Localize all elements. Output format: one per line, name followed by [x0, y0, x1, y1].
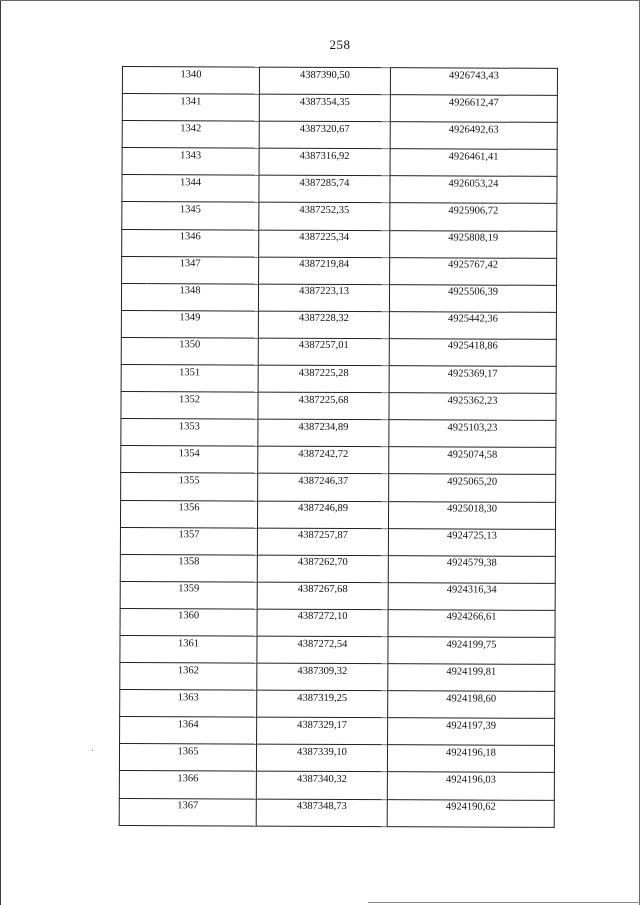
y-coordinate-cell	[387, 745, 554, 773]
y-coordinate-text: 4925418,86	[447, 340, 498, 353]
point-number-text: 1346	[179, 231, 201, 243]
y-coordinate-text: 4925442,36	[447, 313, 498, 326]
y-coordinate-text: 4926612,47	[448, 97, 499, 109]
x-coordinate-cell	[257, 528, 388, 556]
y-coordinate-text: 4925074,58	[447, 449, 498, 461]
y-coordinate-cell	[388, 528, 555, 556]
point-number-cell	[119, 771, 256, 799]
point-number-cell	[122, 148, 259, 176]
x-coordinate-cell	[256, 744, 387, 772]
y-coordinate-cell	[389, 393, 556, 421]
point-number-cell	[121, 283, 258, 311]
point-number-cell	[122, 121, 259, 149]
point-number-cell	[120, 690, 257, 718]
point-number-text: 1359	[178, 583, 200, 595]
point-number-text: 1367	[177, 800, 199, 812]
point-number-cell	[121, 310, 258, 338]
point-number-cell	[120, 554, 257, 582]
y-coordinate-cell	[389, 339, 556, 367]
point-number-text: 1363	[177, 691, 199, 704]
x-coordinate-cell	[257, 717, 388, 745]
y-coordinate-cell	[390, 95, 557, 123]
table-row	[122, 256, 557, 285]
table-row	[119, 744, 554, 773]
y-coordinate-text: 4924197,39	[446, 720, 497, 732]
y-coordinate-cell	[390, 122, 557, 150]
page-left-edge	[0, 0, 1, 905]
y-coordinate-cell	[388, 582, 555, 610]
x-coordinate-text: 4387242,72	[298, 448, 349, 460]
point-number-text: 1356	[178, 502, 200, 514]
x-coordinate-text: 4387319,25	[297, 692, 348, 704]
y-coordinate-cell	[389, 284, 556, 312]
y-coordinate-cell	[388, 691, 555, 719]
x-coordinate-cell	[258, 392, 389, 420]
point-number-text: 1343	[180, 150, 202, 162]
point-number-text: 1364	[177, 719, 199, 731]
page-number: 258	[329, 37, 351, 52]
x-coordinate-text: 4387257,87	[297, 529, 348, 542]
point-number-text: 1348	[179, 285, 201, 297]
point-number-cell	[121, 365, 258, 393]
point-number-cell	[122, 202, 259, 230]
x-coordinate-text: 4387348,73	[296, 800, 347, 813]
point-number-text: 1340	[180, 68, 202, 80]
y-coordinate-cell	[390, 176, 557, 204]
point-number-text: 1358	[178, 556, 200, 568]
y-coordinate-cell	[389, 312, 556, 340]
table-row	[122, 148, 557, 177]
x-coordinate-cell	[256, 772, 387, 800]
table-row	[120, 690, 555, 719]
point-number-text: 1350	[179, 339, 201, 351]
point-number-cell	[121, 446, 258, 474]
x-coordinate-text: 4387223,13	[299, 286, 349, 298]
x-coordinate-cell	[258, 474, 389, 502]
point-number-cell	[121, 392, 258, 420]
y-coordinate-text: 4925065,20	[447, 476, 498, 488]
table-row	[122, 175, 557, 204]
point-number-cell	[120, 500, 257, 528]
point-number-text: 1352	[179, 393, 201, 406]
y-coordinate-cell	[389, 474, 556, 502]
table-row	[122, 202, 557, 231]
table-row	[121, 419, 556, 448]
y-coordinate-text: 4926461,41	[448, 151, 499, 163]
x-coordinate-text: 4387246,89	[298, 502, 349, 515]
point-number-text: 1355	[178, 475, 200, 487]
x-coordinate-cell	[258, 284, 389, 312]
point-number-text: 1366	[177, 773, 199, 785]
x-coordinate-cell	[259, 94, 390, 122]
x-coordinate-cell	[257, 582, 388, 610]
x-coordinate-cell	[259, 67, 390, 95]
y-coordinate-cell	[390, 68, 557, 96]
point-number-text: 1361	[177, 637, 200, 649]
table-row	[121, 310, 556, 339]
point-number-text: 1349	[179, 312, 201, 324]
point-number-cell	[121, 337, 258, 365]
x-coordinate-text: 4387390,50	[300, 69, 350, 81]
y-coordinate-text: 4926053,24	[448, 178, 499, 190]
point-number-text: 1360	[178, 610, 200, 622]
page-top-edge	[0, 0, 640, 1]
x-coordinate-cell	[259, 148, 390, 176]
table-row	[119, 771, 554, 800]
y-coordinate-cell	[390, 257, 557, 285]
point-number-text: 1351	[179, 366, 201, 378]
y-coordinate-cell	[388, 637, 555, 665]
x-coordinate-cell	[257, 663, 388, 691]
table-row	[120, 554, 555, 583]
y-coordinate-cell	[388, 664, 555, 692]
x-coordinate-text: 4387339,10	[297, 746, 347, 758]
y-coordinate-text: 4924196,03	[445, 774, 496, 786]
point-number-text: 1342	[180, 122, 202, 135]
y-coordinate-text: 4925103,23	[447, 422, 498, 434]
x-coordinate-cell	[256, 799, 387, 827]
x-coordinate-cell	[257, 636, 388, 664]
coordinates-table-body	[119, 67, 557, 828]
point-number-text: 1345	[179, 204, 201, 216]
scan-speck	[146, 283, 147, 284]
y-coordinate-text: 4924725,13	[446, 530, 497, 542]
x-coordinate-cell	[259, 121, 390, 149]
point-number-cell	[122, 94, 259, 122]
x-coordinate-text: 4387309,32	[297, 665, 348, 677]
table-row	[119, 798, 554, 827]
x-coordinate-text: 4387252,35	[299, 204, 350, 217]
x-coordinate-text: 4387285,74	[299, 177, 350, 189]
table-row	[122, 229, 557, 258]
x-coordinate-cell	[257, 501, 388, 529]
point-number-cell	[120, 635, 257, 663]
y-coordinate-cell	[388, 501, 555, 529]
x-coordinate-text: 4387225,68	[298, 394, 349, 406]
x-coordinate-cell	[259, 257, 390, 285]
x-coordinate-cell	[259, 230, 390, 258]
x-coordinate-text: 4387228,32	[298, 313, 349, 325]
y-coordinate-text: 4924199,75	[446, 638, 497, 651]
x-coordinate-text: 4387272,54	[297, 638, 348, 650]
y-coordinate-text: 4925767,42	[448, 259, 499, 271]
point-number-cell	[120, 608, 257, 636]
table-row	[120, 527, 555, 556]
page-bottom-edge	[368, 902, 640, 903]
y-coordinate-cell	[387, 799, 554, 827]
scan-speck	[92, 750, 93, 751]
x-coordinate-cell	[258, 419, 389, 447]
y-coordinate-cell	[387, 772, 554, 800]
x-coordinate-cell	[258, 338, 389, 366]
x-coordinate-cell	[257, 555, 388, 583]
point-number-cell	[119, 744, 256, 772]
point-number-cell	[120, 717, 257, 745]
coordinates-table	[119, 66, 558, 828]
y-coordinate-text: 4926492,63	[448, 124, 499, 136]
y-coordinate-text: 4924198,60	[446, 693, 497, 705]
x-coordinate-cell	[259, 203, 390, 231]
y-coordinate-text: 4925369,17	[447, 368, 498, 380]
x-coordinate-text: 4387267,68	[297, 584, 348, 596]
y-coordinate-cell	[389, 366, 556, 394]
table-row	[121, 365, 556, 394]
table-row	[122, 67, 557, 96]
table-row	[122, 121, 557, 150]
y-coordinate-text: 4925362,23	[447, 395, 498, 407]
point-number-cell	[120, 663, 257, 691]
x-coordinate-cell	[257, 690, 388, 718]
y-coordinate-text: 4924199,81	[446, 666, 497, 678]
y-coordinate-text: 4924196,18	[446, 747, 496, 759]
table-row	[120, 663, 555, 692]
point-number-cell	[121, 473, 258, 501]
point-number-text: 1365	[177, 746, 199, 758]
x-coordinate-text: 4387316,92	[299, 150, 350, 162]
table-row	[121, 473, 556, 502]
table-row	[120, 717, 555, 746]
table-row	[120, 581, 555, 610]
point-number-cell	[122, 256, 259, 284]
y-coordinate-cell	[389, 447, 556, 475]
table-row	[121, 446, 556, 475]
x-coordinate-text: 4387257,01	[298, 340, 349, 352]
x-coordinate-text: 4387320,67	[299, 123, 350, 135]
x-coordinate-cell	[258, 365, 389, 393]
x-coordinate-text: 4387246,37	[298, 475, 349, 487]
y-coordinate-text: 4925018,30	[447, 503, 498, 515]
x-coordinate-text: 4387272,10	[297, 611, 348, 623]
point-number-text: 1344	[179, 177, 202, 189]
point-number-text: 1357	[178, 529, 200, 541]
y-coordinate-text: 4925906,72	[448, 205, 499, 217]
y-coordinate-cell	[390, 149, 557, 177]
y-coordinate-cell	[390, 203, 557, 231]
table-row	[122, 94, 557, 123]
table-row	[121, 283, 556, 312]
y-coordinate-text: 4925506,39	[448, 286, 498, 298]
point-number-cell	[120, 527, 257, 555]
table-row	[120, 635, 555, 664]
table-row	[120, 608, 555, 637]
point-number-cell	[122, 175, 259, 203]
x-coordinate-text: 4387225,34	[299, 231, 350, 244]
x-coordinate-text: 4387219,84	[299, 258, 350, 271]
point-number-text: 1353	[178, 421, 200, 433]
x-coordinate-text: 4387234,89	[298, 421, 349, 433]
point-number-cell	[120, 581, 257, 609]
point-number-cell	[119, 798, 256, 826]
y-coordinate-cell	[388, 555, 555, 583]
y-coordinate-text: 4924579,38	[446, 557, 497, 569]
point-number-text: 1354	[178, 448, 200, 460]
x-coordinate-cell	[258, 446, 389, 474]
table-row	[121, 392, 556, 421]
y-coordinate-text: 4925808,19	[448, 232, 499, 244]
x-coordinate-cell	[259, 175, 390, 203]
y-coordinate-text: 4926743,43	[449, 69, 499, 82]
point-number-cell	[121, 419, 258, 447]
y-coordinate-cell	[390, 230, 557, 258]
point-number-text: 1362	[177, 664, 199, 676]
y-coordinate-cell	[389, 420, 556, 448]
table-row	[120, 500, 555, 529]
x-coordinate-cell	[258, 311, 389, 339]
y-coordinate-cell	[388, 610, 555, 638]
y-coordinate-cell	[388, 718, 555, 746]
point-number-cell	[122, 229, 259, 257]
y-coordinate-text: 4924190,62	[445, 801, 496, 813]
x-coordinate-text: 4387262,70	[297, 557, 348, 569]
x-coordinate-text: 4387340,32	[296, 773, 347, 785]
y-coordinate-text: 4924316,34	[446, 584, 497, 596]
point-number-cell	[122, 67, 259, 95]
x-coordinate-text: 4387354,35	[299, 96, 350, 108]
table-row	[121, 337, 556, 366]
x-coordinate-text: 4387329,17	[297, 719, 348, 731]
point-number-text: 1347	[179, 258, 201, 270]
point-number-text: 1341	[180, 95, 202, 107]
x-coordinate-text: 4387225,28	[298, 367, 349, 379]
y-coordinate-text: 4924266,61	[446, 611, 497, 624]
x-coordinate-cell	[257, 609, 388, 637]
